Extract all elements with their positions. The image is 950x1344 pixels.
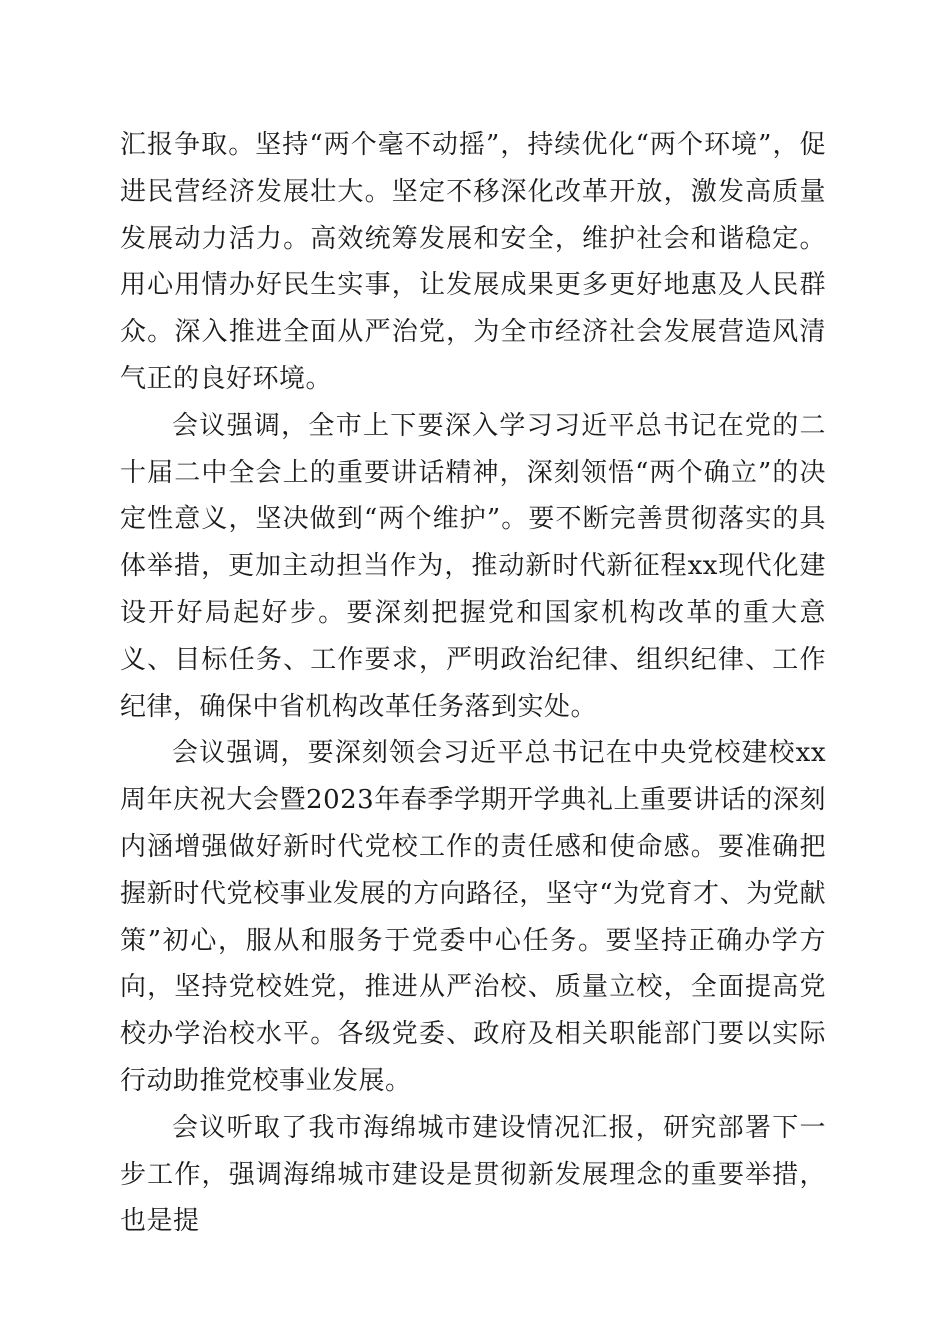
paragraph-3: 会议强调，要深刻领会习近平总书记在中央党校建校xx周年庆祝大会暨2023年春季学期开学典礼上重要讲话的深刻内涵增强做好新时代党校工作的责任感和使命感。要准确把握新时代党校事业发展的方向路径，坚守“为党育才、为党献策”初心，服从和服务于党委中心任务。要坚持正确办学方向，坚持党校姓党，推进从严治校、质量立校，全面提高党校办学治校水平。各级党委、政府及相关职能部门要以实际行动助推党校事业发展。 (120, 738, 826, 1096)
document-body (120, 122, 826, 1245)
paragraph-1: 汇报争取。坚持“两个毫不动摇”，持续优化“两个环境”，促进民营经济发展壮大。坚定不移深化改革开放，激发高质量发展动力活力。高效统筹发展和安全，维护社会和谐稳定。用心用情办好民生实事，让发展成果更多更好地惠及人民群众。深入推进全面从严治党，为全市经济社会发展营造风清气正的良好环境。 (120, 130, 826, 394)
paragraph-4: 会议听取了我市海绵城市建设情况汇报，研究部署下一步工作，强调海绵城市建设是贯彻新发展理念的重要举措，也是提 (120, 1112, 826, 1237)
paragraph-2: 会议强调，全市上下要深入学习习近平总书记在党的二十届二中全会上的重要讲话精神，深刻领悟“两个确立”的决定性意义，坚决做到“两个维护”。要不断完善贯彻落实的具体举措，更加主动担当作为，推动新时代新征程xx现代化建设开好局起好步。要深刻把握党和国家机构改革的重大意义、目标任务、工作要求，严明政治纪律、组织纪律、工作纪律，确保中省机构改革任务落到实处。 (120, 410, 826, 722)
